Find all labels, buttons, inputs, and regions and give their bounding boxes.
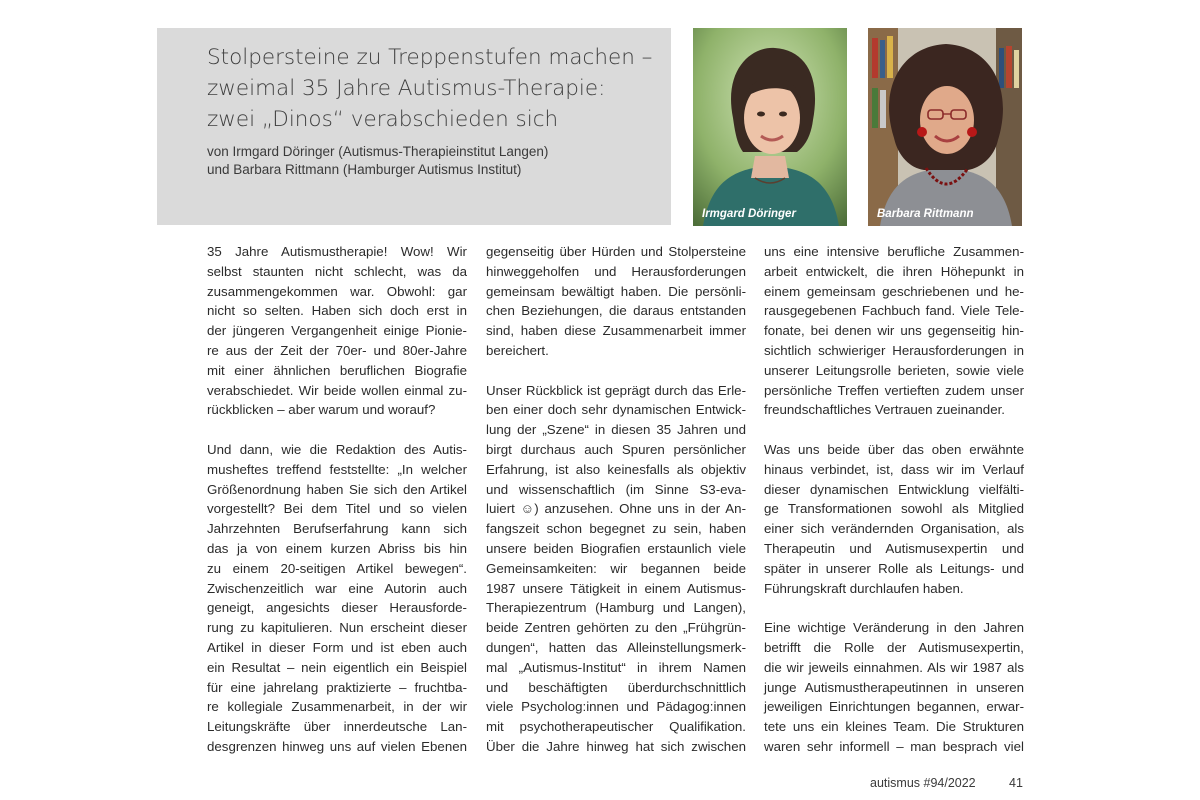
text-line: fonate, bei denen wir uns gegenseitig hin- [764,323,1024,339]
text-line: Was uns beide über das oben erwähnte [764,441,1024,457]
text-line: einem gemeinsam geschriebenen und he- [764,283,1024,299]
paragraph [207,242,467,420]
text-line: verabschiedet. Wir beide wollen einmal zu- [207,382,467,398]
text-line: uns eine intensive berufliche Zusammen- [764,244,1024,259]
article-title [207,42,657,135]
text-line: Zwischenzeitlich war eine Autorin auch [207,580,467,596]
paragraph [486,381,746,757]
text-line: zu einem 20-seitigen Artikel bewegen“. [207,560,467,576]
text-line: Therapeutin und Autismusexpertin und [764,540,1024,556]
text-line: lung der „Szene“ in diesen 35 Jahren und [486,422,746,438]
text-line: für eine jahrelang praktizierte – fruchtba- [207,679,467,695]
text-line: Gemeinsamkeiten: wir begannen beide [486,560,746,576]
portrait-photo-icon [693,28,847,226]
text-line: geneigt, angesichts dieser Herausforde- [207,600,467,616]
text-line: gegenseitig über Hürden und Stolpersteine [486,244,746,259]
photo-caption: Irmgard Döringer [702,208,796,220]
text-line: dieser dynamischen Entwicklung vielfälti- [764,481,1024,497]
text-line: bereichert. [486,342,549,358]
text-line: luiert ☺) anzusehen. Ohne uns in der An- [486,501,746,517]
text-column-2 [486,242,746,757]
text-line: der jüngeren Vergangenheit einige Pionie- [207,323,467,339]
text-line: zusammengekommen war. Obwohl: gar [207,283,467,299]
text-line: tete uns ein kleines Team. Die Strukturen [764,719,1024,735]
text-line: mit psychotherapeutischer Qualifikation. [486,719,746,735]
text-line: und wissenschaftlich (im Sinne S3-eva- [486,481,746,497]
text-line: ge Transformationen sowohl als Mitglied [764,501,1024,517]
text-line: und beschäftigten überdurchschnittlich [486,679,746,695]
text-line: rückblicken – aber warum und worauf? [207,402,436,418]
author-photo-doeringer [693,28,847,226]
text-line: unserer Leitungsrolle berieten, sowie viele [764,362,1024,378]
journal-issue: autismus #94/2022 [870,776,976,790]
photo-caption: Barbara Rittmann [877,208,974,220]
text-line: später in unserer Rolle als Leitungs- und [764,560,1024,576]
text-line: Erfahrung, ist also keinesfalls als objektiv [486,461,746,477]
text-line: mal „Autismus-Institut“ in ihrem Namen [486,659,746,675]
text-line: Therapiezentrum (Hamburg und Langen), [486,600,746,616]
text-column-1 [207,242,467,757]
text-line: desgrenzen hinweg uns auf vielen Ebenen [207,738,467,754]
text-line: hinaus verbindet, ist, dass wir im Verlauf [764,461,1024,477]
text-line: 35 Jahre Autismustherapie! Wow! Wir [207,244,467,259]
text-line: betrifft die Rolle der Autismusexpertin, [764,639,1024,655]
text-line: unsere beiden Biografien erstaunlich viele [486,540,746,556]
text-line: waren sehr informell – man besprach viel [764,738,1024,754]
byline-line: von Irmgard Döringer (Autismus-Therapieinstitut Langen) [207,144,549,159]
text-line: Über die Jahre hinweg hat sich zwischen [486,738,746,754]
page-number: 41 [1009,776,1023,790]
text-line: chen Beziehungen, die daraus entstanden [486,303,746,319]
text-line: 1987 unsere Tätigkeit in einem Autismus- [486,580,746,596]
text-line: Jahrzehnten Berufserfahrung kann sich [207,521,467,537]
paragraph [764,618,1024,757]
text-line: Und dann, wie die Redaktion des Autis- [207,441,467,457]
text-line: rausgegebenen Fachbuch fand. Viele Tele- [764,303,1024,319]
paragraph [764,440,1024,598]
text-line: einer sich verändernden Organisation, als [764,521,1024,537]
title-line: zweimal 35 Jahre Autismus-Therapie: [207,76,606,101]
text-line: Führungskraft durchlaufen haben. [764,580,964,596]
text-line: selbst staunten nicht schlecht, was da [207,263,467,279]
text-line: viele Psycholog:innen und Pädagog:innen [486,699,746,715]
author-photo-rittmann [868,28,1022,226]
title-line: zwei „Dinos“ verabschieden sich [207,107,559,132]
text-line: fangszeit schon begegnet zu sein, haben [486,521,746,537]
text-line: sind, haben diese Zusammenarbeit immer [486,323,746,339]
text-line: hinweggeholfen und Herausforderungen [486,263,746,279]
text-line: beide Zentren gehörten zu den „Frühgrün- [486,620,746,636]
text-line: Unser Rückblick ist geprägt durch das Erle- [486,382,746,398]
text-line: mit einer ähnlichen beruflichen Biografie [207,362,467,378]
article-header [157,28,671,225]
text-line: freundschaftliches Vertrauen zueinander. [764,402,1005,418]
text-line: vorgestellt? Bei dem Titel und so vielen [207,501,467,517]
text-line: jeweiligen Einrichtungen begannen, erwar- [764,699,1024,715]
paragraph [207,440,467,757]
portrait-photo-icon [868,28,1022,226]
text-line: das ja von einem kurzen Abriss bis hin [207,540,467,556]
text-line: sichtlich schwieriger Herausforderungen in [764,342,1024,358]
text-line: gemeinsam bewältigt haben. Die persönli- [486,283,746,299]
text-line: re kollegiale Zusammenarbeit, in der wir [207,699,467,715]
text-line: Leitungskräfte über innerdeutsche Lan- [207,719,467,735]
text-line: nicht so selten. Haben sich doch erst in [207,303,467,319]
text-column-3 [764,242,1024,757]
text-line: Größenordnung haben Sie sich den Artikel [207,481,467,497]
text-line: birgt durchaus auch Spuren persönlicher [486,441,746,457]
paragraph [486,242,746,361]
paragraph [764,242,1024,420]
text-line: die wir jeweils einnahmen. Als wir 1987 als [764,659,1024,675]
byline-line: und Barbara Rittmann (Hamburger Autismus Institut) [207,162,522,177]
title-line: Stolpersteine zu Treppenstufen machen – [207,45,653,70]
text-line: rung zu kapitulieren. Nun erscheint dieser [207,620,467,636]
text-line: persönliche Treffen vertieften zudem unser [764,382,1024,398]
text-line: Artikel in dieser Form und ist eben auch [207,639,467,655]
text-line: ben einer doch sehr dynamischen Entwick- [486,402,746,418]
text-line: re aus der Zeit der 70er- und 80er-Jahre [207,342,467,358]
text-line: Eine wichtige Veränderung in den Jahren [764,620,1024,636]
text-line: musheftes treffend feststellte: „In welcher [207,461,467,477]
text-line: junge Autismustherapeutinnen in unseren [764,679,1024,695]
text-line: arbeit entwickelt, die ihren Höhepunkt in [764,263,1024,279]
text-line: dungen“, hatten das Alleinstellungsmerk- [486,639,746,655]
text-line: ein Resultat – nein eigentlich ein Beispiel [207,659,467,675]
author-byline [207,143,657,179]
